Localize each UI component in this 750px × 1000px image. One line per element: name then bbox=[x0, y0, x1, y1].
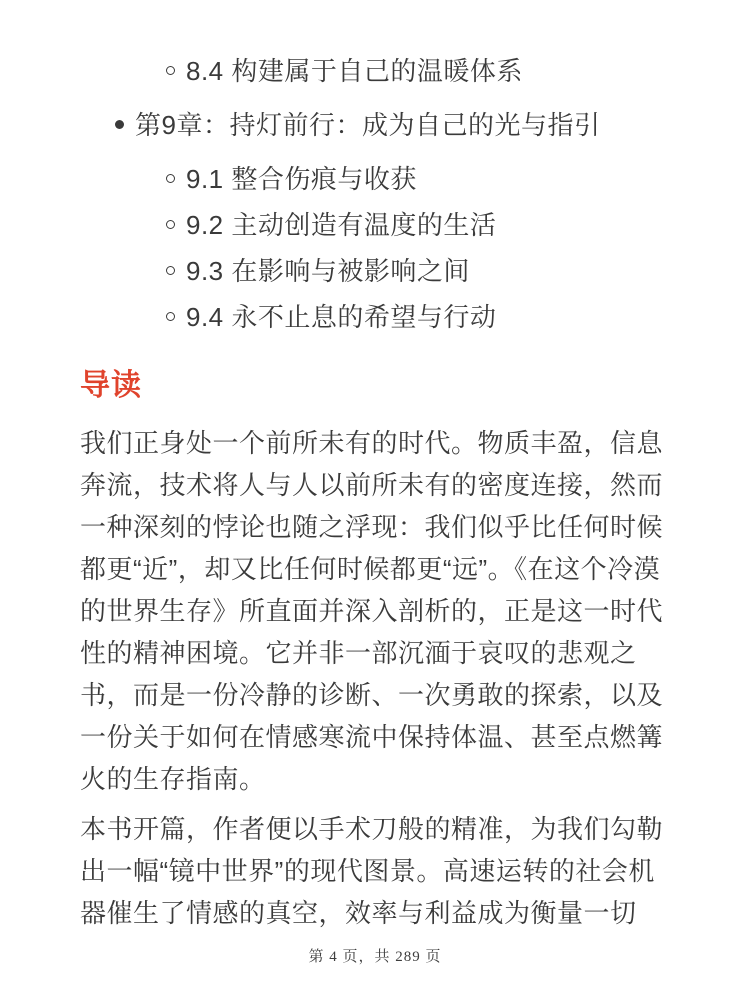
circle-bullet-icon bbox=[166, 174, 175, 183]
table-of-contents bbox=[80, 50, 670, 338]
toc-item-chapter-9 bbox=[80, 104, 670, 146]
toc-item-label: 9.1 整合伤痕与收获 bbox=[186, 164, 417, 194]
disc-bullet-icon bbox=[115, 120, 124, 129]
toc-chapter-label: 第9章：持灯前行：成为自己的光与指引 bbox=[135, 110, 601, 140]
intro-paragraph-1: 我们正身处一个前所未有的时代。物质丰盈，信息奔流，技术将人与人以前所未有的密度连接，然而一种深刻的悖论也随之浮现：我们似乎比任何时候都更“近”，却又比任何时候都更“远”。《在这个冷漠的世界生存》所直面并深入剖析的，正是这一时代性的精神困境。它并非一部沉湎于哀叹的悲观之书，而是一份冷静的诊断、一次勇敢的探索，以及一份关于如何在情感寒流中保持体温、甚至点燃篝火的生存指南。 bbox=[80, 428, 664, 794]
page-indicator: 第 4 页，共 289 页 bbox=[308, 949, 442, 965]
circle-bullet-icon bbox=[166, 220, 175, 229]
circle-bullet-icon bbox=[166, 266, 175, 275]
toc-item-label: 9.3 在影响与被影响之间 bbox=[186, 256, 470, 286]
page-footer bbox=[0, 945, 750, 966]
section-heading-daodu: 导读 bbox=[80, 369, 142, 402]
circle-bullet-icon bbox=[166, 312, 175, 321]
circle-bullet-icon bbox=[166, 66, 175, 75]
toc-item-label: 9.2 主动创造有温度的生活 bbox=[186, 210, 497, 240]
toc-item-label: 9.4 永不止息的希望与行动 bbox=[186, 302, 497, 332]
toc-item-9-2 bbox=[80, 204, 670, 246]
toc-item-8-4 bbox=[80, 50, 670, 92]
toc-item-9-1 bbox=[80, 158, 670, 200]
toc-item-9-4 bbox=[80, 296, 670, 338]
intro-paragraph-2: 本书开篇，作者便以手术刀般的精准，为我们勾勒出一幅“镜中世界”的现代图景。高速运转的社会机器催生了情感的真空，效率与利益成为衡量一切 bbox=[80, 814, 664, 928]
toc-item-9-3 bbox=[80, 250, 670, 292]
toc-item-label: 8.4 构建属于自己的温暖体系 bbox=[186, 56, 523, 86]
